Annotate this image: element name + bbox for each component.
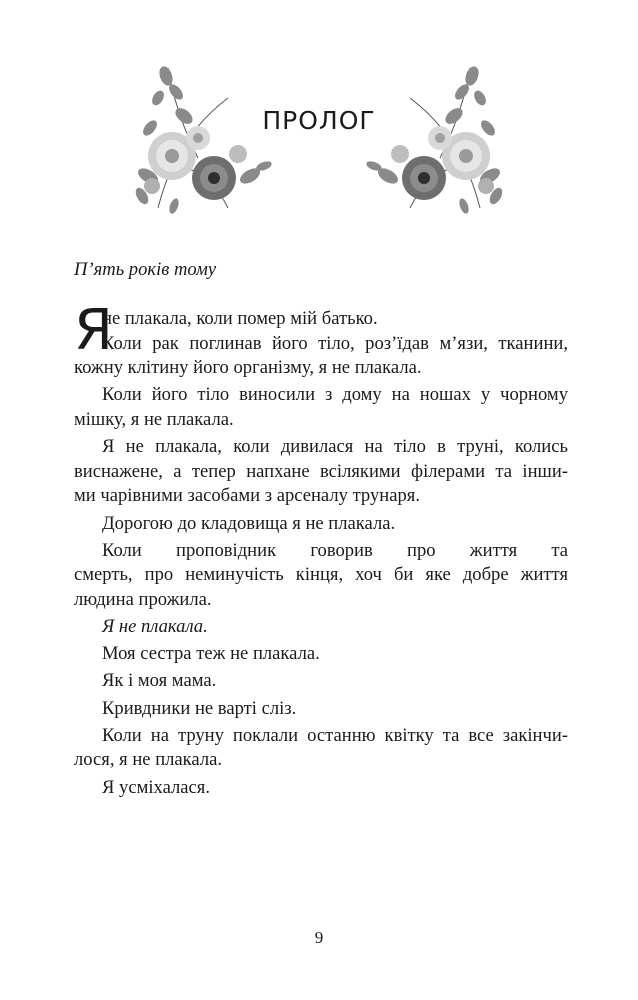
text-line: Моя сестра теж не плакала. bbox=[102, 643, 320, 665]
text-line: мішку, я не плакала. bbox=[74, 408, 234, 430]
chapter-title: ПРОЛОГ bbox=[262, 106, 376, 135]
text-line: ми чарівними засобами з арсеналу трунаря. bbox=[74, 485, 420, 507]
drop-cap: Я bbox=[74, 298, 113, 363]
text-line: Я усміхалася. bbox=[102, 776, 210, 798]
text-line: Коли на труну поклали останню квітку та все закінчи- bbox=[102, 724, 568, 746]
floral-corner-icon bbox=[128, 58, 278, 218]
text-line: Як і моя мама. bbox=[102, 670, 217, 692]
page-number: 9 bbox=[314, 928, 324, 947]
text-line: Кривдники не варті сліз. bbox=[102, 697, 297, 719]
text-line: виснажене, а тепер напхане всілякими філерами та інши- bbox=[74, 460, 568, 482]
text-line: Коли його тіло виносили з дому на ношах у чорному bbox=[102, 384, 568, 406]
text-line: лося, я не плакала. bbox=[74, 749, 223, 771]
text-line: не плакала, коли помер мій батько. bbox=[102, 308, 378, 329]
text-line: людина прожила. bbox=[74, 588, 212, 610]
text-line: Коли проповідник говорив про життя та bbox=[102, 539, 568, 561]
text-line: Коли рак поглинав його тіло, роз’їдав м’язи, тканини, bbox=[102, 332, 568, 354]
first-paragraph bbox=[74, 298, 568, 381]
text-line: смерть, про неминучість кінця, хоч би яке добре життя bbox=[74, 564, 568, 586]
text-line: кожну клітину його організму, я не плакала. bbox=[74, 357, 422, 379]
text-line: Я не плакала, коли дивилася на тіло в труні, колись bbox=[102, 436, 568, 458]
text-line: Я не плакала. bbox=[102, 616, 208, 638]
text-line: Дорогою до кладовища я не плакала. bbox=[102, 512, 396, 534]
floral-corner-icon bbox=[360, 58, 510, 218]
chapter-subtitle: П’ять років тому bbox=[74, 259, 217, 280]
body-text bbox=[74, 298, 568, 800]
